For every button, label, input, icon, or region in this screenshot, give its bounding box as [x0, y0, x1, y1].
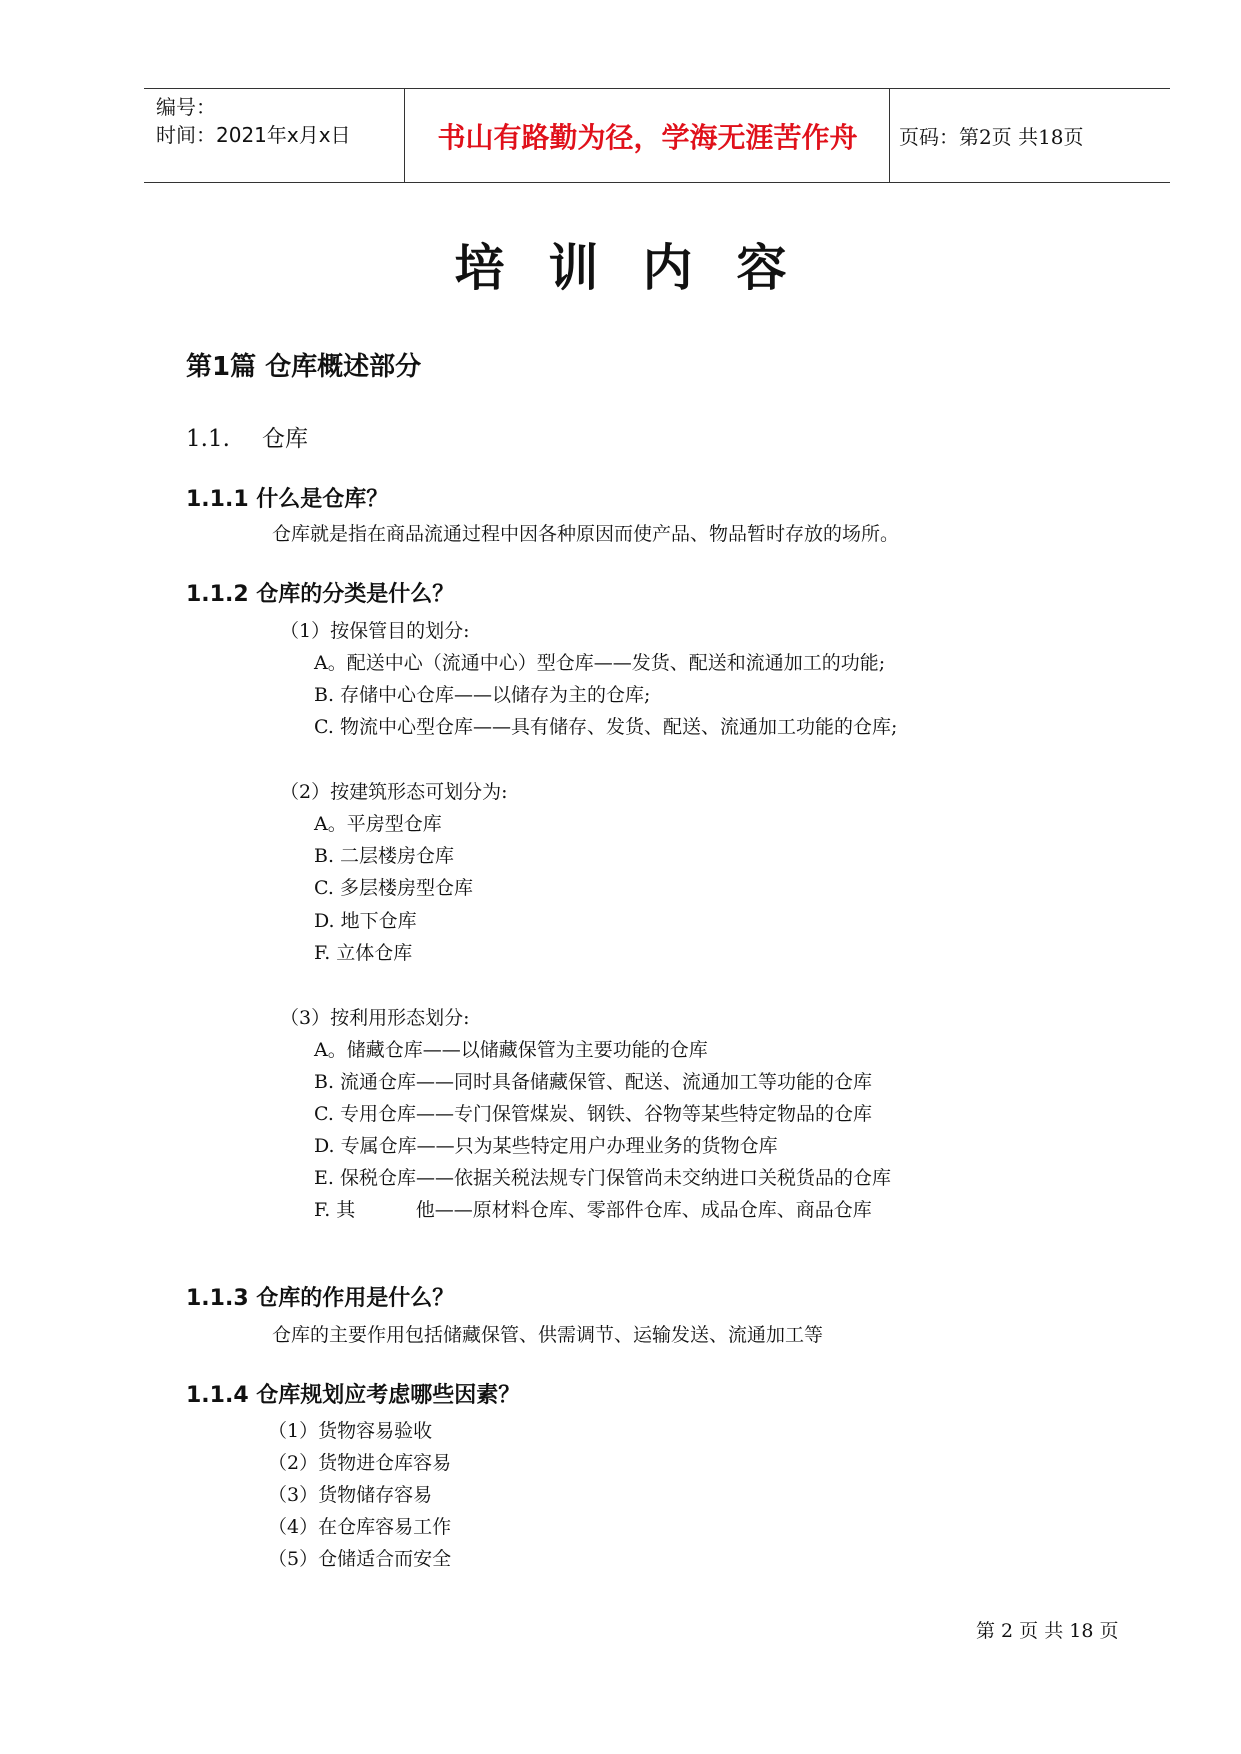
header-divider	[889, 89, 890, 182]
question-heading-3: 1.1.3 仓库的作用是什么？	[186, 1286, 455, 1311]
header-motto: 书山有路勤为径，学海无涯苦作舟	[437, 120, 858, 154]
list-item: A。配送中心（流通中心）型仓库——发货、配送和流通加工的功能;	[314, 652, 886, 674]
section-heading	[186, 420, 308, 453]
list-item: D. 地下仓库	[314, 910, 417, 932]
list-item: C. 物流中心型仓库——具有储存、发货、配送、流通加工功能的仓库;	[314, 716, 898, 738]
header-divider	[404, 89, 405, 182]
group-2-title: （2）按建筑形态可划分为:	[280, 781, 508, 803]
list-item: B. 二层楼房仓库	[314, 845, 455, 867]
page-title: 培训内容	[454, 238, 831, 297]
group-1-title: （1）按保管目的划分:	[280, 620, 470, 642]
number-label: 编号：	[156, 95, 216, 119]
question-heading-2: 1.1.2 仓库的分类是什么？	[186, 582, 455, 607]
list-item: F. 立体仓库	[314, 942, 413, 964]
section-title: 仓库	[262, 426, 308, 452]
document-header	[144, 88, 1170, 183]
list-item: （2）货物进仓库容易	[268, 1452, 452, 1474]
question-heading-1: 1.1.1 什么是仓库？	[186, 487, 389, 512]
time-label: 时间：2021年x月x日	[156, 123, 351, 147]
list-item: B. 存储中心仓库——以储存为主的仓库;	[314, 684, 651, 706]
question-3-body: 仓库的主要作用包括储藏保管、供需调节、运输发送、流通加工等	[272, 1324, 824, 1346]
list-item: C. 专用仓库——专门保管煤炭、钢铁、谷物等某些特定物品的仓库	[314, 1103, 872, 1125]
list-item: B. 流通仓库——同时具备储藏保管、配送、流通加工等功能的仓库	[314, 1071, 873, 1093]
question-1-body: 仓库就是指在商品流通过程中因各种原因而使产品、物品暂时存放的场所。	[272, 523, 900, 545]
list-item: D. 专属仓库——只为某些特定用户办理业务的货物仓库	[314, 1135, 778, 1157]
header-meta	[156, 93, 351, 149]
list-item: E. 保税仓库——依据关税法规专门保管尚未交纳进口关税货品的仓库	[314, 1167, 891, 1189]
list-item: （4）在仓库容易工作	[268, 1516, 452, 1538]
page-footer: 第 2 页 共 18 页	[976, 1620, 1119, 1642]
section-number: 1.1.	[186, 426, 230, 452]
list-item: A。平房型仓库	[314, 813, 442, 835]
list-item: （3）货物储存容易	[268, 1484, 433, 1506]
list-item: A。储藏仓库——以储藏保管为主要功能的仓库	[314, 1039, 708, 1061]
header-page-info: 页码：第2页 共18页	[899, 125, 1084, 149]
list-item: （1）货物容易验收	[268, 1420, 433, 1442]
group-3-title: （3）按利用形态划分:	[280, 1007, 470, 1029]
list-item: （5）仓储适合而安全	[268, 1548, 452, 1570]
question-heading-4: 1.1.4 仓库规划应考虑哪些因素？	[186, 1383, 521, 1408]
part-heading: 第1篇 仓库概述部分	[186, 352, 422, 382]
list-item: C. 多层楼房型仓库	[314, 877, 473, 899]
list-item: F. 其 他——原材料仓库、零部件仓库、成品仓库、商品仓库	[314, 1199, 872, 1221]
